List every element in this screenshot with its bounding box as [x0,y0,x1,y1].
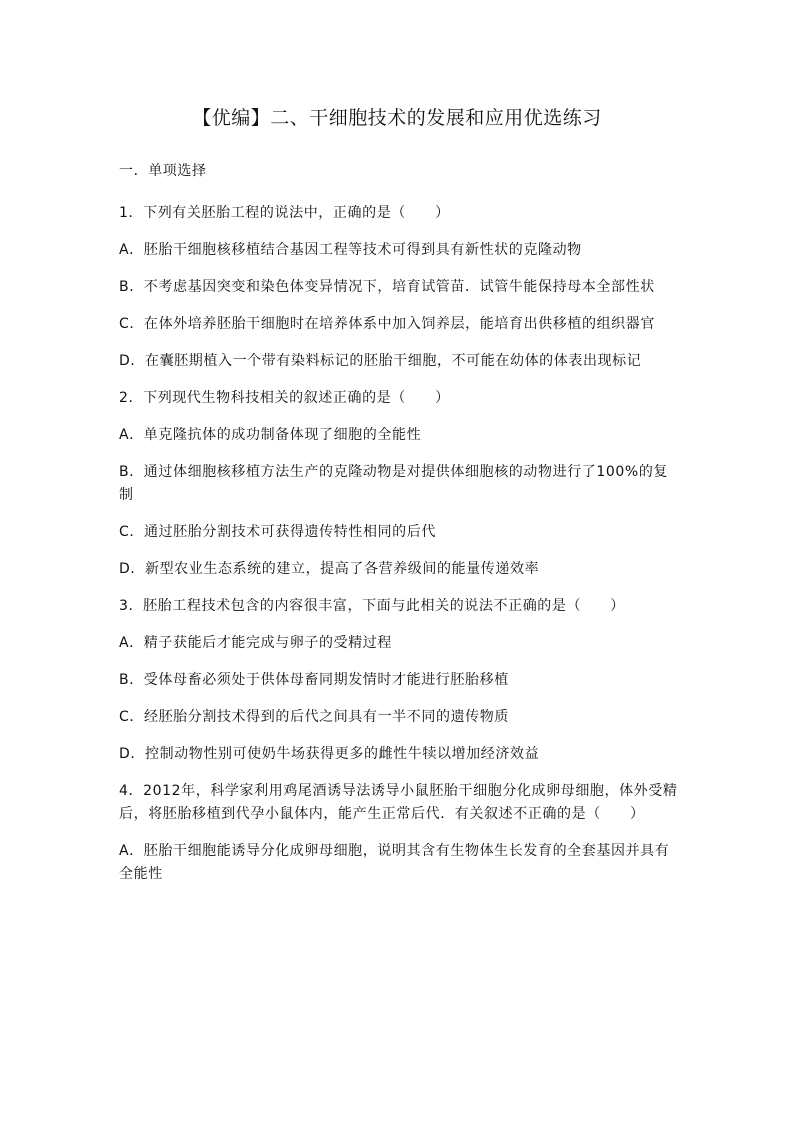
document-body [119,160,679,900]
option-b: B．不考虑基因突变和染色体变异情况下，培育试管苗．试管牛能保持母本全部性状 [119,279,655,295]
option-a: A．单克隆抗体的成功制备体现了细胞的全能性 [119,427,422,443]
section-heading: 一．单项选择 [119,163,207,179]
option-d: D．在囊胚期植入一个带有染料标记的胚胎干细胞，不可能在幼体的体表出现标记 [119,353,642,369]
question-3 [119,595,679,766]
question-stem: 1．下列有关胚胎工程的说法中，正确的是（ ） [119,205,450,221]
question-stem: 3．胚胎工程技术包含的内容很丰富，下面与此相关的说法不正确的是（ ） [119,598,625,614]
question-4 [119,780,679,886]
option-c: C．经胚胎分割技术得到的后代之间具有一半不同的遗传物质 [119,709,509,725]
question-stem: 4．2012年，科学家利用鸡尾酒诱导法诱导小鼠胚胎干细胞分化成卵母细胞，体外受精后，将胚胎移植到代孕小鼠体内，能产生正常后代．有关叙述不正确的是（ ） [119,783,678,822]
question-stem: 2．下列现代生物科技相关的叙述正确的是（ ） [119,390,450,406]
question-1 [119,202,679,373]
option-a: A．胚胎干细胞核移植结合基因工程等技术可得到具有新性状的克隆动物 [119,242,582,258]
option-b: B．通过体细胞核移植方法生产的克隆动物是对提供体细胞核的动物进行了100%的复制 [119,464,669,503]
option-a: A．胚胎干细胞能诱导分化成卵母细胞，说明其含有生物体生长发育的全套基因并具有全能性 [119,843,670,882]
option-a: A．精子获能后才能完成与卵子的受精过程 [119,635,392,651]
question-2 [119,387,679,581]
document-title: 【优编】二、干细胞技术的发展和应用优选练习 [192,107,602,129]
option-c: C．通过胚胎分割技术可获得遗传特性相同的后代 [119,524,436,540]
option-b: B．受体母畜必须处于供体母畜同期发情时才能进行胚胎移植 [119,672,509,688]
option-c: C．在体外培养胚胎干细胞时在培养体系中加入饲养层，能培育出供移植的组织器官 [119,316,655,332]
option-d: D．新型农业生态系统的建立，提高了各营养级间的能量传递效率 [119,561,540,577]
option-d: D．控制动物性别可使奶牛场获得更多的雌性牛犊以增加经济效益 [119,746,540,762]
